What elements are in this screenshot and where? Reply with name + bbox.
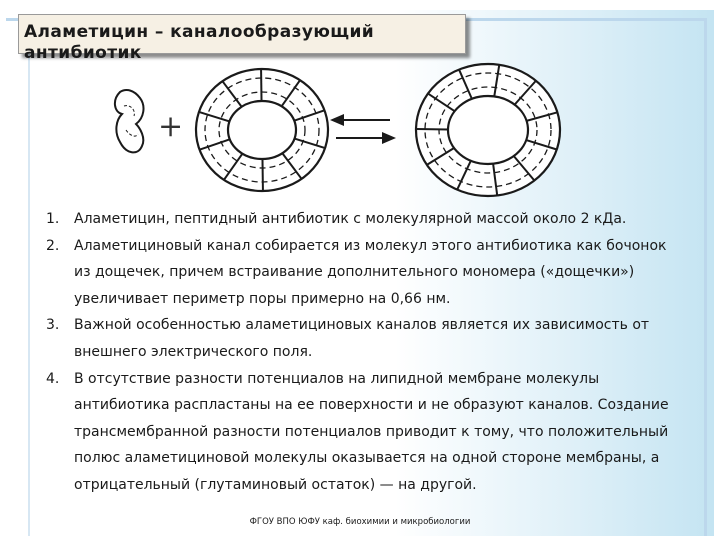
footer-caption: ФГОУ ВПО ЮФУ каф. биохимии и микробиологии bbox=[249, 517, 471, 527]
point-item bbox=[44, 312, 684, 365]
large-channel-ring bbox=[416, 64, 560, 196]
point-text: В отсутствие разности потенциалов на липидной мембране молекулы антибиотика распластаны на ее поверхности и не образуют каналов. Создание трансмембранной разности потенциалов приводит к тому, что положительный полюс аламетициновой молекулы оказывается на одной стороне мембраны, а отрицательный (глутаминовый остаток) — на другой. bbox=[74, 370, 669, 493]
point-item bbox=[44, 206, 684, 233]
frame-line-left bbox=[28, 18, 30, 536]
ring-inner-edge bbox=[448, 96, 528, 164]
left-right-arrows-icon bbox=[330, 114, 396, 144]
ring-inner-edge bbox=[228, 101, 296, 159]
points-list bbox=[44, 206, 684, 499]
point-text: Важной особенностью аламетициновых каналов является их зависимость от внешнего электрического поля. bbox=[74, 317, 650, 360]
small-channel-ring bbox=[196, 69, 328, 191]
point-number: 2. bbox=[46, 237, 60, 254]
alamethicin-channel-diagram bbox=[100, 62, 640, 212]
frame-line-right bbox=[704, 18, 707, 536]
point-number: 4. bbox=[46, 370, 60, 387]
slide-title: Аламетицин – каналообразующий антибиотик bbox=[24, 22, 375, 63]
plus-sign: + bbox=[158, 109, 184, 144]
point-text: Аламетициновый канал собирается из молекул этого антибиотика как бочонок из дощечек, причем встраивание дополнительного мономера («дощечки») увеличивает периметр поры примерно на 0,66 нм. bbox=[74, 237, 667, 307]
point-item bbox=[44, 366, 684, 499]
point-number: 3. bbox=[46, 317, 60, 334]
monomer-stave bbox=[115, 90, 144, 152]
point-text: Аламетицин, пептидный антибиотик с молекулярной массой около 2 кДа. bbox=[74, 211, 627, 227]
point-number: 1. bbox=[46, 211, 60, 227]
point-item bbox=[44, 233, 684, 313]
